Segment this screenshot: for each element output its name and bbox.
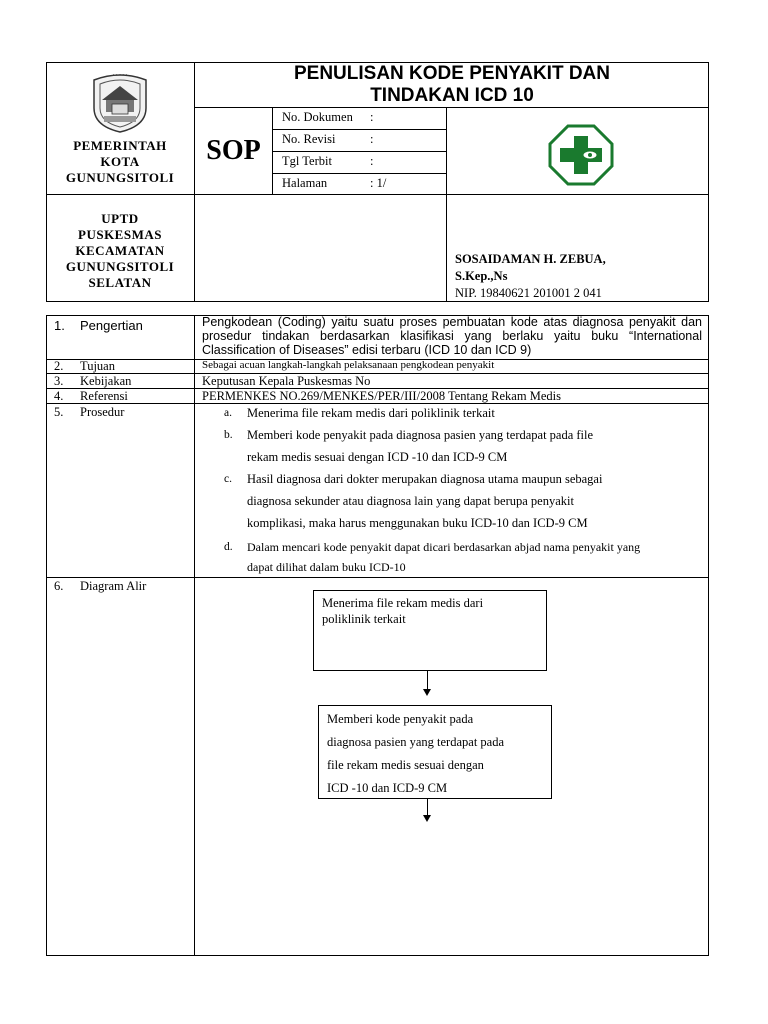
row-label-definition: Pengertian bbox=[80, 318, 143, 333]
document-title bbox=[195, 63, 709, 107]
meta-row-revision bbox=[272, 129, 446, 151]
meta-value: : bbox=[370, 154, 374, 168]
flow-arrow-head-1 bbox=[423, 689, 431, 696]
city-crest-logo bbox=[84, 68, 156, 134]
unit-line5: SELATAN bbox=[88, 275, 152, 290]
procedure-marker: a. bbox=[224, 407, 232, 419]
meta-row-document-number bbox=[272, 107, 446, 129]
meta-row-page bbox=[272, 173, 446, 195]
signer-nip: NIP. 19840621 201001 2 041 bbox=[455, 286, 602, 300]
unit-line1: UPTD bbox=[101, 211, 139, 226]
procedure-text: diagnosa sekunder atau diagnosa lain yang dapat berupa penyakit bbox=[247, 494, 574, 508]
reference-text: PERMENKES NO.269/MENKES/PER/III/2008 Tentang Rekam Medis bbox=[202, 389, 561, 403]
meta-value: : bbox=[370, 110, 374, 124]
meta-label: Halaman bbox=[282, 176, 328, 190]
row-number: 5. bbox=[54, 405, 64, 419]
flow-box-assign-code bbox=[318, 705, 552, 799]
flow-box-text: diagnosa pasien yang terdapat pada bbox=[327, 735, 505, 749]
unit-line4: GUNUNGSITOLI bbox=[65, 259, 175, 274]
signer-title: S.Kep.,Ns bbox=[455, 269, 508, 283]
row-number: 4. bbox=[54, 389, 64, 403]
unit-line3: KECAMATAN bbox=[75, 243, 165, 258]
definition-text: Pengkodean (Coding) yaitu suatu proses pembuatan kode atas diagnosa penyakit dan prosedur tindakan berdasarkan klasifikasi yang berlaku yaitu buku “International Classification of Diseases” edisi terbaru (ICD 10 dan ICD 9) bbox=[202, 315, 702, 357]
flow-box-text: Menerima file rekam medis dari bbox=[322, 596, 484, 610]
org-name bbox=[46, 138, 194, 186]
signer-name: SOSAIDAMAN H. ZEBUA, bbox=[455, 252, 606, 266]
signer-block bbox=[455, 251, 705, 302]
row-label-policy: Kebijakan bbox=[80, 374, 132, 388]
procedure-text: Dalam mencari kode penyakit dapat dicari berdasarkan abjad nama penyakit yang bbox=[247, 540, 641, 554]
procedure-text: Hasil diagnosa dari dokter merupakan diagnosa utama maupun sebagai bbox=[247, 472, 603, 486]
row-label-procedure: Prosedur bbox=[80, 405, 125, 419]
svg-text:· · · · ·: · · · · · bbox=[112, 72, 128, 78]
row-number: 3. bbox=[54, 374, 64, 388]
row-number: 2. bbox=[54, 359, 64, 373]
row-label-flow-diagram: Diagram Alir bbox=[80, 579, 147, 593]
row-label-purpose: Tujuan bbox=[80, 359, 115, 373]
title-line1: PENULISAN KODE PENYAKIT DAN bbox=[293, 63, 610, 84]
procedure-text: komplikasi, maka harus menggunakan buku ICD-10 dan ICD-9 CM bbox=[247, 516, 588, 530]
meta-label: No. Revisi bbox=[282, 132, 336, 146]
procedure-text: Memberi kode penyakit pada diagnosa pasien yang terdapat pada file bbox=[247, 428, 594, 442]
body-divider-v bbox=[194, 315, 195, 956]
flow-box-text: ICD -10 dan ICD-9 CM bbox=[327, 781, 448, 795]
procedure-item-a bbox=[202, 402, 707, 424]
meta-value: : 1/ bbox=[370, 176, 387, 190]
header-divider-v3 bbox=[446, 107, 447, 302]
puskesmas-logo bbox=[548, 124, 614, 186]
flow-box-text: file rekam medis sesuai dengan bbox=[327, 758, 484, 772]
meta-label: No. Dokumen bbox=[282, 110, 353, 124]
procedure-item-b bbox=[202, 424, 707, 468]
meta-value: : bbox=[370, 132, 374, 146]
procedure-marker: c. bbox=[224, 473, 232, 485]
flow-arrow-line-1 bbox=[427, 671, 428, 689]
flow-arrow-line-2 bbox=[427, 799, 428, 815]
org-line2: KOTA bbox=[100, 154, 140, 169]
procedure-text: Menerima file rekam medis dari poliklinik terkait bbox=[247, 406, 495, 420]
row-label-reference: Referensi bbox=[80, 389, 128, 403]
flow-box-text: Memberi kode penyakit pada bbox=[327, 712, 474, 726]
procedure-list bbox=[202, 402, 707, 576]
policy-text: Keputusan Kepala Puskesmas No bbox=[202, 374, 371, 388]
purpose-text: Sebagai acuan langkah-langkah pelaksanaan pengkodean penyakit bbox=[202, 359, 495, 371]
unit-line2: PUSKESMAS bbox=[78, 227, 162, 242]
org-line1: PEMERINTAH bbox=[73, 138, 167, 153]
procedure-marker: b. bbox=[224, 429, 233, 441]
flow-arrow-head-2 bbox=[423, 815, 431, 822]
row-number: 6. bbox=[54, 579, 64, 593]
meta-label: Tgl Terbit bbox=[282, 154, 332, 168]
flow-box-receive-file bbox=[313, 590, 547, 671]
title-line2: TINDAKAN ICD 10 bbox=[370, 85, 534, 106]
meta-row-issue-date bbox=[272, 151, 446, 173]
procedure-item-d bbox=[202, 536, 707, 576]
procedure-text: dapat dilihat dalam buku ICD-10 bbox=[247, 560, 406, 574]
org-line3: GUNUNGSITOLI bbox=[65, 170, 175, 185]
procedure-marker: d. bbox=[224, 541, 233, 553]
flow-box-text: poliklinik terkait bbox=[322, 612, 406, 626]
procedure-item-c bbox=[202, 468, 707, 536]
row-number: 1. bbox=[54, 318, 65, 333]
procedure-text: rekam medis sesuai dengan ICD -10 dan ICD-9 CM bbox=[247, 450, 508, 464]
unit-name bbox=[46, 211, 194, 291]
sop-label: SOP bbox=[206, 135, 261, 166]
